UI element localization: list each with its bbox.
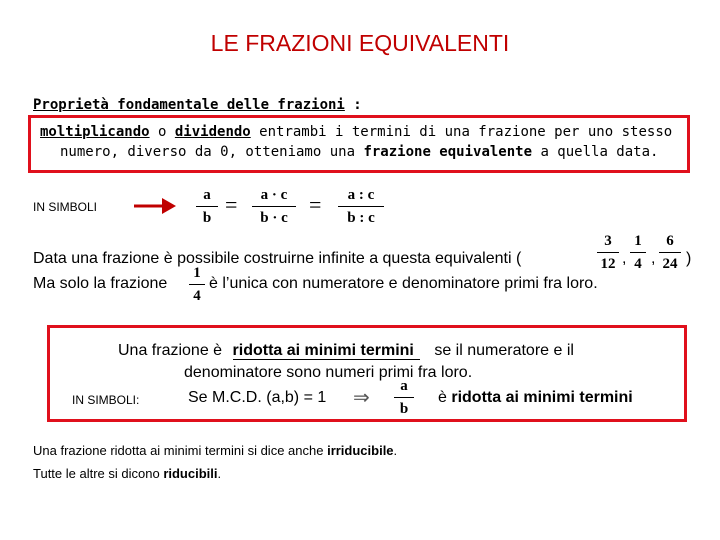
footer-period: .: [393, 443, 398, 458]
fraction-numerator: 6: [666, 233, 674, 249]
or-word: o: [149, 124, 175, 140]
dividing-word: dividendo: [174, 124, 251, 140]
equivalent-fraction-6-24: [659, 232, 681, 273]
fraction-bar: [189, 284, 205, 285]
reduced-term: ridotta ai minimi termini: [233, 342, 420, 360]
property-line-2-end: a quella data.: [532, 144, 659, 160]
fraction-denominator: 12: [600, 256, 616, 272]
fraction-bar: [597, 252, 619, 253]
fraction-bar: [252, 206, 296, 207]
gcd-condition: Se M.C.D. (a,b) = 1: [188, 389, 327, 406]
footer-line-2: [33, 466, 221, 481]
implies-arrow-icon: ⇒: [353, 387, 370, 409]
fraction-numerator: a: [203, 187, 211, 203]
property-line-1: [40, 124, 672, 140]
equals-sign-2: =: [309, 192, 322, 217]
reduced-line-1-end: se il numeratore e il: [434, 342, 574, 359]
equivalents-line-1: Data una frazione è possibile costruirne infinite a questa equivalenti (: [33, 250, 522, 267]
reduced-result-term: ridotta ai minimi termini: [451, 389, 633, 406]
right-arrow-icon: [132, 194, 178, 218]
equals-sign-1: =: [225, 192, 238, 217]
property-heading: [33, 97, 362, 113]
fraction-numerator: a: [400, 378, 408, 394]
symbols-label: IN SIMBOLI: [33, 200, 98, 214]
equivalent-fraction-1-4: [630, 232, 646, 273]
reduced-line-2: denominatore sono numeri primi fra loro.: [184, 364, 473, 381]
equivalent-fraction-term: frazione equivalente: [363, 144, 533, 160]
reduced-line-1: [118, 342, 574, 360]
property-heading-colon: :: [344, 97, 362, 113]
fraction-numerator: 3: [604, 233, 612, 249]
reduced-line-1-start: Una frazione è: [118, 342, 223, 359]
fraction-denominator: b · c: [260, 210, 288, 226]
fraction-denominator: 24: [662, 256, 678, 272]
fraction-denominator: 4: [193, 288, 201, 304]
fraction-numerator: a · c: [260, 187, 288, 203]
fraction-numerator: 1: [193, 265, 201, 281]
fraction-bar: [630, 252, 646, 253]
fraction-a-b: [196, 186, 218, 227]
footer-period: .: [217, 466, 222, 481]
property-heading-text: Proprietà fondamentale delle frazioni: [33, 97, 345, 113]
fraction-bar: [196, 206, 218, 207]
fraction-denominator: 4: [634, 256, 642, 272]
fraction-a-b-reduced: [394, 377, 414, 418]
reduced-result: [438, 389, 633, 407]
equivalents-line-2-end: è l’unica con numeratore e denominatore primi fra loro.: [209, 275, 598, 292]
reducible-term: riducibili: [163, 466, 218, 481]
equivalent-fraction-3-12: [597, 232, 619, 273]
fraction-bar: [338, 206, 384, 207]
property-line-2-start: numero, diverso da 0, otteniamo una: [60, 144, 364, 160]
reduced-symbols-label: IN SIMBOLI:: [72, 393, 140, 407]
reduced-result-verb: è: [438, 389, 452, 406]
comma-2: ,: [651, 250, 656, 267]
fraction-denominator: b: [202, 210, 212, 226]
equivalents-line-2-start: Ma solo la frazione: [33, 275, 168, 292]
property-line-2: [60, 144, 658, 160]
close-paren: ): [686, 250, 692, 267]
footer-line-1: [33, 443, 397, 458]
fraction-bar: [659, 252, 681, 253]
footer-line-1-start: Una frazione ridotta ai minimi termini si dice anche: [33, 443, 328, 458]
fraction-divided: [338, 186, 384, 227]
fraction-denominator: b: [399, 401, 409, 417]
comma-1: ,: [622, 250, 627, 267]
fraction-numerator: 1: [634, 233, 642, 249]
page-title: LE FRAZIONI EQUIVALENTI: [210, 30, 510, 56]
multiplying-word: moltiplicando: [40, 124, 150, 140]
irreducible-fraction-1-4: [189, 264, 205, 305]
property-line-1-rest: entrambi i termini di una frazione per uno stesso: [250, 124, 673, 140]
fraction-numerator: a : c: [347, 187, 375, 203]
irreducible-term: irriducibile: [327, 443, 394, 458]
fraction-multiplied: [252, 186, 296, 227]
fraction-denominator: b : c: [347, 210, 375, 226]
fraction-bar: [394, 397, 414, 398]
footer-line-2-start: Tutte le altre si dicono: [33, 466, 164, 481]
